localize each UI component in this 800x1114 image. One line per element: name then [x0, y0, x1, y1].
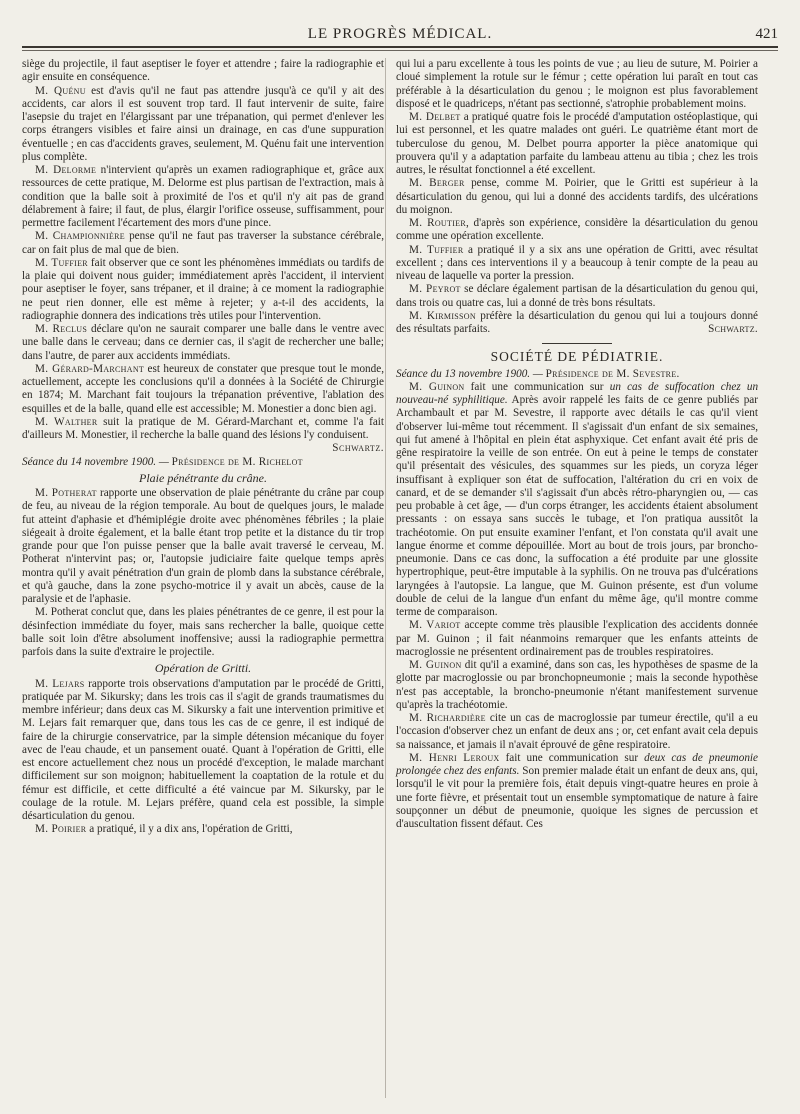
paragraph: M. Peyrot se déclare également partisan de la désarticulation du genou qui, dans trois ou quatre cas, lui a donné de très bons résultats. — [396, 283, 758, 309]
paragraph: M. Championnière pense qu'il ne faut pas traverser la substance cérébrale, car on fait plus de mal que de bien. — [22, 230, 384, 256]
section-title: SOCIÉTÉ DE PÉDIATRIE. — [490, 349, 664, 365]
speaker-name: M. Poirier — [35, 823, 87, 836]
paragraph: M. Potherat rapporte une observation de plaie pénétrante du crâne par coup de feu, au niveau de la région temporale. Au bout de quelques jours, le malade fut atteint d'aphasie et d'hémiplégie droite avec phénomènes fébriles ; la plaie siégeait à droite également, et la balle étant trop petite et la distance du tir trop grande pour que l'on puisse penser que la balle avait traversé le cerveau, M. Potherat n'intervint pas; or, l'autopsie judiciaire faite quelque temps après montra qu'il y avait pénétration d'un grain de plomb dans la substance cérébrale, et qu'à gauche, dans la zone psycho-motrice il y avait un abcès, cause de la paralysie et de l'aphasie. — [22, 487, 384, 605]
paragraph: M. Poirier a pratiqué, il y a dix ans, l'opération de Gritti, — [35, 823, 293, 836]
speaker-name: M. Lejars — [35, 677, 85, 690]
speaker-name: M. Delorme — [35, 164, 97, 176]
speaker-name: M. Guinon — [409, 659, 462, 671]
speaker-name: M. Delbet — [409, 111, 461, 123]
paragraph: M. Routier, d'après son expérience, considère la désarticulation du genou comme une opération excellente. — [396, 217, 759, 243]
session-heading: Séance du 14 novembre 1900. — Présidence de M. Richelot — [22, 455, 303, 468]
header-rule — [22, 46, 778, 48]
speaker-name: M. Tuffier — [409, 243, 464, 256]
paragraph: M. Berger pense, comme M. Poirier, que le Gritti est supérieur à la désarticulation du genou, qui lui a donné des accidents tardifs, des ulcérations du moignon. — [396, 177, 758, 216]
speaker-name: M. Guinon — [409, 380, 465, 393]
speaker-name: M. Tuffier — [35, 256, 88, 269]
paragraph: M. Walther suit la pratique de M. Gérard-Marchant et, comme l'a fait d'ailleurs M. Monestier, il recherche la balle quand des lésions l'y conduisent. — [22, 415, 385, 441]
paragraph: M. Lejars rapporte trois observations d'amputation par le procédé de Gritti, pratiquée par M. Sikursky; dans les trois cas il s'agit de grands traumatismes du membre inférieur; dans deux cas M. Sikursky a fait une intervention primitive et M. Lejars fait remarquer que, dans tous les cas de ce genre, il est indiqué de faire de la chirurgie conservatrice, par la simple détension mécanique du foyer avec de l'eau chaude, et un pansement ouaté. Quant à l'opération de Gritti, elle est encore actuellement chez nous un procédé d'exception, le malade marchant difficilement sur son moignon; habituellement la coaptation de la rotule et du fémur est difficile, et cette difficulté a été vaincue par M. Sikursky, par le coulage de la rotule. M. Lejars préfère, quand cela est possible, la simple désarticulation du genou. — [22, 677, 385, 822]
speaker-name: M. Quénu — [35, 84, 86, 97]
paragraph: M. Gérard-Marchant est heureux de constater que presque tout le monde, actuellement, accepte les conclusions qu'il a données à la Société de Chirurgie en 1874; M. Marchant fait toujours la trépanation préventive, l'ablation des esquilles et de la balle, quand elle est accessible; M. Monestier a donc bien agi. — [22, 362, 385, 415]
paragraph: qui lui a paru excellente à tous les points de vue ; au lieu de suture, M. Poirier a cloué simplement la rotule sur le fémur ; cette opération lui paraît en tout cas préférable à la désarticulation du genou ; le moignon est plus favorablement disposé et le quadriceps, n'étant pas sectionné, s'atrophie probablement moins. — [396, 58, 758, 110]
column-divider — [385, 58, 386, 1098]
subsection-title: Plaie pénétrante du crâne. — [139, 470, 267, 485]
paragraph: M. Guinon dit qu'il a examiné, dans son cas, les hypothèses de spasme de la glotte par macroglossie ou par bronchopneumonie ; mais la seconde hypothèse n'est pas acceptable, la broncho-pneumonie n'étant manifestement survenue qu'après la trachéotomie. — [396, 659, 758, 711]
paragraph: M. Tuffier fait observer que ce sont les phénomènes immédiats ou tardifs de la plaie qui doivent nous guider; immédiatement après l'accident, il intervient pour aseptiser le foyer, sans trépaner, et il draine; à ce moment la radiographie ne peut rien donner, elle est même à rejeter; y a-t-il des accidents, la radiographie donnera des indications très utiles pour l'intervention. — [22, 256, 384, 322]
paragraph: M. Variot accepte comme très plausible l'explication des accidents donnée par M. Guinon ; il fait néanmoins remarquer que les enfants atteints de macroglossie ne présentent ordinairement pas de troubles respiratoires. — [396, 619, 759, 658]
subsection-title: Opération de Gritti. — [154, 661, 252, 676]
speaker-name: M. Variot — [409, 619, 461, 632]
speaker-name: M. Walther — [35, 415, 98, 428]
paragraph: M. Richardière cite un cas de macroglossie par tumeur érectile, qu'il a eu l'occasion d'observer chez un enfant de deux ans ; or, cet enfant avait cela depuis sa naissance, et jamais il n'avait éprouvé de gêne respiratoire. — [396, 712, 758, 751]
speaker-name: M. Berger — [409, 177, 465, 190]
page-header — [22, 22, 778, 48]
speaker-name: M. Peyrot — [409, 283, 461, 296]
right-column — [396, 58, 758, 831]
paragraph: M. Quénu est d'avis qu'il ne faut pas attendre jusqu'à ce qu'il y ait des accidents, car alors il est souvent trop tard. Il faut intervenir de suite, faire l'asepsie du trajet en l'élargissant par une trépanation, qui permet d'enlever les corps étrangers visibles et faire ainsi un drainage, en cas d'une suppuration éventuelle ; en cas d'accidents graves, seulement, M. Quénu fait une intervention plus complète. — [22, 84, 384, 163]
journal-title: LE PROGRÈS MÉDICAL. — [307, 26, 493, 42]
speaker-name: M. Gérard-Marchant — [35, 362, 145, 375]
speaker-name: M. Richardière — [409, 712, 486, 724]
left-column — [22, 58, 384, 837]
session-heading: Séance du 13 novembre 1900. — Présidence de M. Sevestre. — [396, 367, 680, 380]
paragraph: M. Guinon fait une communication sur un cas de suffocation chez un nouveau-né syphilitique. Après avoir rappelé les faits de ce genre publiés par Archambault et par M. Sevestre, il rapporte avec détails le cas qu'il vient d'observer lui-même tout récemment. Il s'agissait d'un enfant de six semaines, qui fut amené à l'hôpital en plein état asphyxique. Cet enfant avait été pris de gêne respiratoire la veille de son entrée. On eut à peine le temps de constater qu'il présentait des vésicules, des squammes sur les pieds, un coryza léger insuffisant à expliquer son état de suffocation, l'altération du cri en voix de canard, et de se demander s'il s'agissait d'un abcès rétro-pharyngien ou, — cas peu probable à cet âge, — d'un corps étranger, les accidents étaient absolument pressants : on essaya sans succès le tubage, et l'on pratiqua aussitôt la trachéotomie. On put ensuite examiner l'enfant, et l'on constata qu'il avait une langue énorme et comme dépouillée. Mort au bout de trois jours, par broncho-pneumonie. Dans ce cas donc, la suffocation a été produite par une glossite hypertrophique, peut-être imputable à la syphilis. On ne trouva pas d'ulcérations laryngées à l'autopsie. La langue, que M. Guinon présente, est d'un volume double de celui de la langue d'un enfant du même âge, qu'il montre comme terme de comparaison. — [396, 380, 759, 618]
speaker-name: M. Kirmisson — [409, 309, 476, 322]
signature: Schwartz. — [332, 442, 384, 455]
speaker-name: M. Potherat — [35, 487, 97, 499]
header-rule-thin — [22, 50, 778, 51]
signature: Schwartz. — [708, 323, 758, 335]
paragraph: M. Delorme n'intervient qu'après un examen radiographique et, grâce aux ressources de cette pratique, M. Delorme est plus partisan de l'extraction, mais à condition que la balle soit à proximité de l'os et qu'il n'y ait pas de grand délabrement à faire; il faut, de plus, élargir l'orifice osseuse, suffisamment, pour permettre facilement l'écartement des mors d'une pince. — [22, 164, 384, 229]
speaker-name: M. Reclus — [35, 323, 88, 335]
speaker-name: M. Championnière — [35, 230, 125, 243]
page-number: 421 — [755, 26, 778, 42]
paragraph: M. Reclus déclare qu'on ne saurait comparer une balle dans le ventre avec une balle dans le cerveau; dans ce dernier cas, il s'agit de rechercher une balle; dans l'autre, de parer aux accidents immédiats. — [22, 323, 385, 362]
speaker-name: M. Henri Leroux — [409, 751, 500, 764]
paragraph: M. Delbet a pratiqué quatre fois le procédé d'amputation ostéoplastique, qui lui est personnel, et les quatre malades ont guéri. Le quatrième étant mort de tuberculose du genou, M. Delbet pourra apporter la pièce anatomique qui prouvera qu'il y a adaptation parfaite du lambeau attenu au tibia ; chez les trois autres, le résultat fonctionnel a été excellent. — [396, 111, 758, 176]
section-rule — [542, 343, 612, 344]
paragraph: M. Tuffier a pratiqué il y a six ans une opération de Gritti, avec résultat excellent ; dans ces interventions il y a beaucoup à tenir compte de la peau au niveau de laquelle va porter la pression. — [396, 243, 759, 282]
paragraph: siège du projectile, il faut aseptiser le foyer et attendre ; faire la radiographie et agir ensuite en conséquence. — [22, 58, 384, 84]
speaker-name: M. Routier, — [409, 217, 470, 229]
paragraph: M. Potherat conclut que, dans les plaies pénétrantes de ce genre, il est pour la désinfection immédiate du foyer, mais sans rechercher la balle, quoique cette balle soit loin d'être absolument inoffensive; aussi la radiographie permettra parfois dans la suite d'extraire le projectile. — [22, 606, 384, 658]
paragraph: M. Henri Leroux fait une communication sur deux cas de pneumonie prolongée chez des enfants. Son premier malade était un enfant de deux ans, qui, lorsqu'il le vit pour la première fois, était depuis vingt-quatre heures en proie à une forte fièvre, et présentait tout un ensemble symptomatique de nature à faire soupçonner un début de pneumonie, quoique les signes de percussion et d'auscultation fissent défaut. Ces — [396, 751, 758, 830]
paragraph: M. Kirmisson préfère la désarticulation du genou qui lui a toujours donné des résultats parfaits. Schwartz. — [396, 309, 759, 335]
